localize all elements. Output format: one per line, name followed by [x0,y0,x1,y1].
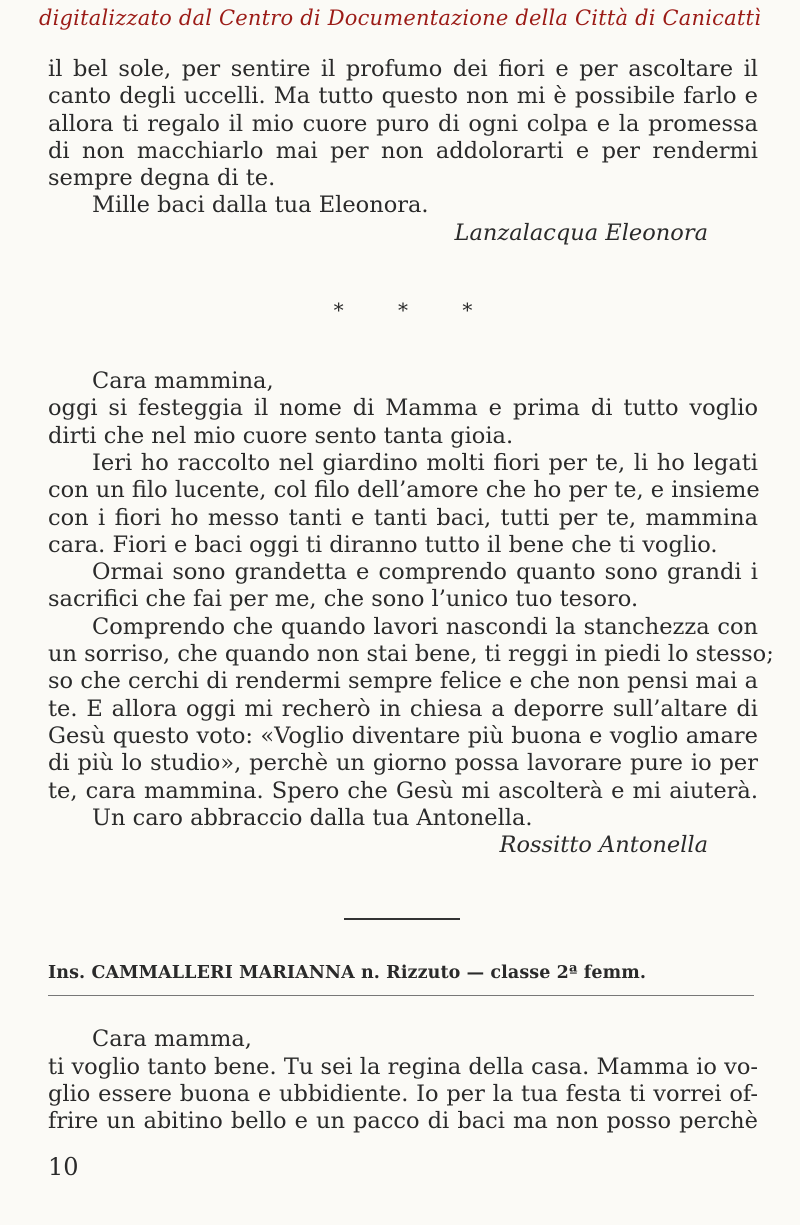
text-line: sacrifici che fai per me, che sono l’unico tuo tesoro. [48,586,639,613]
text-line: canto degli uccelli. Ma tutto questo non mi è possibile farlo e [48,83,758,110]
page-number: 10 [48,1153,79,1181]
text-line: con i fiori ho messo tanti e tanti baci, tutti per te, mammina [48,504,758,531]
text-line: so che cerchi di rendermi sempre felice e che non pensi mai a [48,668,758,695]
letter-greeting: Cara mamma, [92,1026,252,1053]
text-line: un sorriso, che quando non stai bene, ti reggi in piedi lo stesso; [48,641,774,668]
page-body [48,56,774,1136]
text-line: ti voglio tanto bene. Tu sei la regina della casa. Mamma io vo- [48,1053,758,1080]
class-header: Ins. CAMMALLERI MARIANNA n. Rizzuto — classe 2ª femm. [48,963,647,984]
digitization-watermark: digitalizzato dal Centro di Documentazione della Città di Canicattì [38,6,762,30]
text-line: glio essere buona e ubbidiente. Io per la tua festa ti vorrei of- [48,1081,758,1108]
text-line: oggi si festeggia il nome di Mamma e prima di tutto voglio [48,395,758,422]
text-line: Ieri ho raccolto nel giardino molti fiori per te, li ho legati [92,449,758,476]
text-line: allora ti regalo il mio cuore puro di ogni colpa e la promessa [48,110,758,137]
text-line: te. E allora oggi mi recherò in chiesa a deporre sull’altare di [48,695,758,722]
header-rule [48,995,754,996]
text-line: frire un abitino bello e un pacco di baci ma non posso perchè [48,1108,758,1135]
text-line: di non macchiarlo mai per non addolorarti e per rendermi [48,137,758,164]
text-line: Comprendo che quando lavori nascondi la stanchezza con [92,613,758,640]
letter-greeting: Cara mammina, [92,368,274,395]
text-line: dirti che nel mio cuore sento tanta gioia. [48,422,514,449]
section-divider [344,918,460,920]
letter-closing: Mille baci dalla tua Eleonora. [92,192,429,219]
letter-antonella [48,368,774,862]
signature-eleonora: Lanzalacqua Eleonora [454,219,708,246]
letter-closing: Un caro abbraccio dalla tua Antonella. [92,804,533,831]
text-line: il bel sole, per sentire il profumo dei fiori e per ascoltare il [48,56,758,82]
letter-eleonora [48,56,758,250]
text-line: con un filo lucente, col filo dell’amore che ho per te, e insieme [48,477,760,504]
text-line: Ormai sono grandetta e comprendo quanto sono grandi i [92,559,758,586]
letter-cara-mamma [48,1026,758,1135]
text-line: sempre degna di te. [48,165,276,192]
section-separator-stars: * * * [333,297,497,322]
text-line: te, cara mammina. Spero che Gesù mi ascolterà e mi aiuterà. [48,777,758,804]
signature-antonella: Rossitto Antonella [499,832,708,859]
text-line: Gesù questo voto: «Voglio diventare più buona e voglio amare [48,722,758,749]
text-line: di più lo studio», perchè un giorno possa lavorare pure io per [48,750,758,777]
text-line: cara. Fiori e baci oggi ti diranno tutto il bene che ti voglio. [48,531,718,558]
